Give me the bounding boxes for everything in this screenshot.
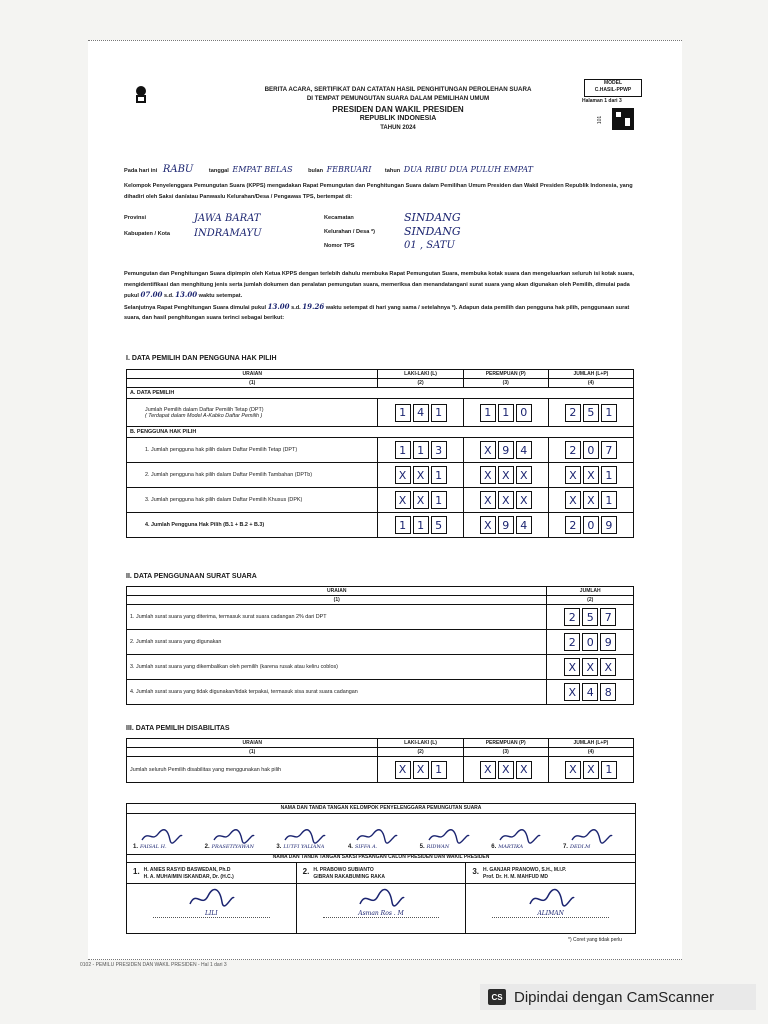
location-block xyxy=(124,213,644,257)
signature-scribble xyxy=(283,828,327,844)
s3-row-laki xyxy=(378,757,463,783)
section2-table xyxy=(126,586,634,705)
form-title-line5: TAHUN 2024 xyxy=(380,125,416,131)
kpps-signature-3 xyxy=(276,820,342,850)
intro-paragraph: Kelompok Penyelenggara Pemungutan Suara (KPPS) mengadakan Rapat Pemungutan dan Penghitungan Suara dalam Pemilihan Umum Presiden dan Wakil Presiden Republik Indonesia, yang dihadiri oleh Saksi dan/atau Panwaslu Kelurahan/Desa / Pengawas TPS, bertempat di: xyxy=(124,183,633,200)
kabupaten-label: Kabupaten / Kota xyxy=(124,231,170,237)
s1-rowB3-perempuan xyxy=(463,488,548,513)
kpps-number: 6. xyxy=(491,844,497,850)
s1-rowB2-label: 2. Jumlah pengguna hak pilih dalam Daftar Pemilih Tambahan (DPTb) xyxy=(127,463,378,488)
digit-cell: X xyxy=(565,491,581,509)
digit-cell: X xyxy=(583,761,599,779)
digit-cell: 2 xyxy=(565,441,581,459)
digit-cell: 1 xyxy=(601,761,617,779)
digit-cell: 5 xyxy=(583,404,599,422)
digit-cell: X xyxy=(516,466,532,484)
saksi-heading: NAMA DAN TANDA TANGAN SAKSI PASANGAN CALON PRESIDEN DAN WAKIL PRESIDEN xyxy=(126,853,636,863)
saksi-signature-block xyxy=(126,863,636,934)
s2-row2-label: 2. Jumlah surat suara yang digunakan xyxy=(127,630,547,655)
kpps-signature-1 xyxy=(133,820,199,850)
tanggal-label: tanggal xyxy=(208,168,229,174)
digit-cell: X xyxy=(480,441,496,459)
qr-code-icon xyxy=(612,108,634,130)
candidate-vice-president: GIBRAN RAKABUMING RAKA xyxy=(313,874,386,880)
waktu-label: waktu setempat. xyxy=(198,293,243,299)
s2-row1-label: 1. Jumlah surat suara yang diterima, termasuk surat suara cadangan 2% dari DPT xyxy=(127,605,547,630)
saksi-signer-name: Asman Ros . M xyxy=(323,910,440,918)
s1-rowB3-jumlah xyxy=(548,488,633,513)
kpps-signature-block xyxy=(126,803,636,855)
digit-cell: 3 xyxy=(431,441,447,459)
bulan-value: FEBRUARI xyxy=(326,165,372,174)
digit-cell: 7 xyxy=(600,608,616,626)
s3-idx4: (4) xyxy=(548,748,633,757)
s3-col-laki: LAKI-LAKI (L) xyxy=(378,739,463,748)
digit-cell: 1 xyxy=(601,404,617,422)
s3-idx1: (1) xyxy=(127,748,378,757)
s3-col-uraian: URAIAN xyxy=(127,739,378,748)
kecamatan-label: Kecamatan xyxy=(324,215,354,221)
procedure-text-a: Pemungutan dan Penghitungan Suara dipimpin oleh Ketua KPPS dengan terlebih dahulu membuka Rapat Pemungutan Suara, membuka kotak suara dan mengeluarkan seluruh isi kotak suara, mengidentifikasi dan menghitung jenis serta jumlah dokumen dan peralatan pemungutan suara, memeriksa dan menandatangani surat suara yang akan digunakan oleh Pemilih, dimulai pada pukul xyxy=(124,271,635,299)
tps-value: 01 , SATU xyxy=(404,240,455,251)
digit-cell: 0 xyxy=(583,516,599,534)
s1-idx3: (3) xyxy=(463,379,548,388)
kpps-signature-2 xyxy=(205,820,271,850)
camscanner-watermark xyxy=(480,984,756,1010)
section3-heading: III. DATA PEMILIH DISABILITAS xyxy=(126,725,230,732)
digit-cell: 1 xyxy=(601,466,617,484)
s1-rowB4-label: 4. Jumlah Pengguna Hak Pilih (B.1 + B.2 + B.3) xyxy=(127,513,378,538)
saksi-signer-name: ALIMAN xyxy=(492,910,609,918)
s1-col-uraian: URAIAN xyxy=(127,370,378,379)
digit-cell: 1 xyxy=(395,404,411,422)
section1-heading: I. DATA PEMILIH DAN PENGGUNA HAK PILIH xyxy=(126,355,277,362)
provinsi-label: Provinsi xyxy=(124,215,147,221)
s1-idx1: (1) xyxy=(127,379,378,388)
saksi-column-3 xyxy=(466,863,635,933)
digit-cell: 1 xyxy=(431,491,447,509)
saksi-number: 2. xyxy=(302,867,310,876)
digit-cell: X xyxy=(413,466,429,484)
ballot-result-form xyxy=(88,40,682,960)
s3-idx2: (2) xyxy=(378,748,463,757)
print-code: 0102 - PEMILU PRESIDEN DAN WAKIL PRESIDEN - Hal 1 dari 3 xyxy=(80,962,227,968)
digit-cell: X xyxy=(565,466,581,484)
candidate-vice-president: Prof. Dr. H. M. MAHFUD MD xyxy=(483,874,549,880)
tps-label: Nomor TPS xyxy=(324,243,355,249)
s2-row1-value xyxy=(547,605,634,630)
digit-cell: X xyxy=(564,683,580,701)
digit-cell: 9 xyxy=(600,633,616,651)
candidate-president: H. PRABOWO SUBIANTO xyxy=(313,867,374,873)
digit-cell: X xyxy=(480,516,496,534)
candidate-president: H. ANIES RASYID BASWEDAN, Ph.D xyxy=(143,867,231,873)
s1-rowB2-jumlah xyxy=(548,463,633,488)
model-label: MODEL xyxy=(603,80,623,86)
s3-idx3: (3) xyxy=(463,748,548,757)
digit-cell: 2 xyxy=(564,633,580,651)
kpps-member-name: LUTFI YALIANA xyxy=(283,844,325,850)
digit-cell: 0 xyxy=(583,441,599,459)
digit-cell: 1 xyxy=(431,404,447,422)
digit-cell: X xyxy=(564,658,580,676)
signature-scribble xyxy=(570,828,614,844)
s1-col-perempuan: PEREMPUAN (P) xyxy=(463,370,548,379)
s2-row4-label: 4. Jumlah surat suara yang tidak digunakan/tidak terpakai, termasuk sisa surat suara cadangan xyxy=(127,680,547,705)
s1-rowB1-label: 1. Jumlah pengguna hak pilih dalam Daftar Pemilih Tetap (DPT) xyxy=(127,438,378,463)
digit-cell: X xyxy=(582,658,598,676)
candidate-president: H. GANJAR PRANOWO, S.H., M.I.P. xyxy=(483,867,567,873)
tanggal-value: EMPAT BELAS xyxy=(232,165,293,174)
tahun-label: tahun xyxy=(384,168,401,174)
form-title-line3: PRESIDEN DAN WAKIL PRESIDEN xyxy=(332,105,464,114)
digit-cell: 4 xyxy=(516,441,532,459)
sd-label-1: s.d. xyxy=(163,293,174,299)
procedure-text-c: waktu setempat di hari yang sama / setelahnya *). Adapun data pemilih dan pengguna hak pilih, penggunaan surat suara, dan hasil penghitungan suara terinci sebagai berikut: xyxy=(124,304,630,321)
digit-cell: 5 xyxy=(582,608,598,626)
digit-cell: 0 xyxy=(582,633,598,651)
bulan-label: bulan xyxy=(308,168,324,174)
model-code: C.HASIL-PPWP xyxy=(594,87,632,93)
kpps-signature-7 xyxy=(563,820,629,850)
kpps-number: 7. xyxy=(562,844,568,850)
s1-rowB2-perempuan xyxy=(463,463,548,488)
digit-cell: 1 xyxy=(498,404,514,422)
digit-cell: 0 xyxy=(516,404,532,422)
kpps-member-name: DEDI.M xyxy=(569,844,591,850)
digit-cell: X xyxy=(480,761,496,779)
signature-scribble xyxy=(498,828,542,844)
digit-cell: 1 xyxy=(431,466,447,484)
kpps-number: 1. xyxy=(133,844,139,850)
s2-row4-value xyxy=(547,680,634,705)
digit-cell: X xyxy=(395,466,411,484)
candidate-vice-president: H. A. MUHAIMIN ISKANDAR, Dr. (H.C.) xyxy=(143,874,234,880)
s1-rowA-jumlah xyxy=(548,399,633,427)
s1-rowA-label xyxy=(127,399,378,427)
kpps-number: 3. xyxy=(276,844,282,850)
s1-col-jumlah: JUMLAH (L+P) xyxy=(548,370,633,379)
s3-row-jumlah xyxy=(548,757,633,783)
sd-label-2: s.d. xyxy=(291,304,301,311)
saksi-number: 1. xyxy=(133,867,140,876)
kpps-member-name: PRASETIYAWAN xyxy=(211,844,254,850)
s1-rowB3-laki xyxy=(378,488,463,513)
digit-cell: 4 xyxy=(582,683,598,701)
saksi-signer-name: LILI xyxy=(153,910,270,918)
form-title-line2: DI TEMPAT PEMUNGUTAN SUARA DALAM PEMILIHAN UMUM xyxy=(306,95,490,102)
digit-cell: X xyxy=(583,466,599,484)
kpps-member-name: SIFFA A. xyxy=(354,844,378,850)
form-title-line1: BERITA ACARA, SERTIFIKAT DAN CATATAN HASIL PENGHITUNGAN PEROLEHAN SUARA xyxy=(264,86,532,93)
provinsi-value: JAWA BARAT xyxy=(194,213,261,224)
hari-value: RABU xyxy=(162,164,194,175)
digit-cell: 2 xyxy=(565,516,581,534)
model-box xyxy=(584,79,642,97)
s3-col-perempuan: PEREMPUAN (P) xyxy=(463,739,548,748)
s3-col-jumlah: JUMLAH (L+P) xyxy=(548,739,633,748)
kpps-member-name: MARTIKA xyxy=(498,844,524,850)
digit-cell: X xyxy=(413,491,429,509)
camscanner-text: Dipindai dengan CamScanner xyxy=(514,988,715,1006)
s1-rowA-perempuan xyxy=(463,399,548,427)
s1-col-laki: LAKI-LAKI (L) xyxy=(378,370,463,379)
kpps-signature-5 xyxy=(420,820,486,850)
kpps-member-name: FAISAL H. xyxy=(140,844,167,850)
digit-cell: X xyxy=(498,491,514,509)
digit-cell: 1 xyxy=(395,516,411,534)
s1-rowB1-laki xyxy=(378,438,463,463)
s2-col-jumlah: JUMLAH xyxy=(547,587,634,596)
digit-cell: 1 xyxy=(413,441,429,459)
digit-cell: X xyxy=(413,761,429,779)
digit-cell: X xyxy=(516,491,532,509)
kpps-number: 4. xyxy=(347,844,353,850)
kpps-signature-row xyxy=(127,814,635,850)
digit-cell: 1 xyxy=(480,404,496,422)
digit-cell: 4 xyxy=(413,404,429,422)
digit-cell: X xyxy=(480,466,496,484)
s1-subA: A. DATA PEMILIH xyxy=(127,388,634,399)
footnote: *) Coret yang tidak perlu xyxy=(568,937,622,943)
digit-cell: 1 xyxy=(431,761,447,779)
form-title-line4: REPUBLIK INDONESIA xyxy=(359,115,437,122)
s3-row-perempuan xyxy=(463,757,548,783)
intro-line xyxy=(124,165,644,177)
digit-cell: X xyxy=(498,466,514,484)
digit-cell: 8 xyxy=(600,683,616,701)
s1-rowA-note: ( Terdapat dalam Model A-Kabko Daftar Pemilih ) xyxy=(145,412,263,419)
s1-rowB2-laki xyxy=(378,463,463,488)
section2-heading: II. DATA PENGGUNAAN SURAT SUARA xyxy=(126,573,257,580)
s2-col-uraian: URAIAN xyxy=(127,587,547,596)
s2-row3-value xyxy=(547,655,634,680)
kpps-heading: NAMA DAN TANDA TANGAN KELOMPOK PENYELENGGARA PEMUNGUTAN SUARA xyxy=(127,804,635,814)
page-info: Halaman 1 dari 3 xyxy=(582,98,622,104)
kpps-number: 2. xyxy=(204,844,210,850)
digit-cell: X xyxy=(395,761,411,779)
digit-cell: 1 xyxy=(601,491,617,509)
digit-cell: X xyxy=(583,491,599,509)
kelurahan-label: Kelurahan / Desa *) xyxy=(324,229,375,235)
signature-scribble xyxy=(427,828,471,844)
s1-subB: B. PENGGUNA HAK PILIH xyxy=(127,427,634,438)
s1-idx4: (4) xyxy=(548,379,633,388)
digit-cell: 2 xyxy=(564,608,580,626)
kpu-logo-icon xyxy=(134,85,148,105)
digit-cell: 1 xyxy=(413,516,429,534)
digit-cell: 9 xyxy=(498,441,514,459)
digit-cell: X xyxy=(565,761,581,779)
s2-row3-label: 3. Jumlah surat suara yang dikembalikan oleh pemilih (karena rusak atau keliru coblos) xyxy=(127,655,547,680)
digit-cell: X xyxy=(600,658,616,676)
signature-scribble xyxy=(355,828,399,844)
tahun-value: DUA RIBU DUA PULUH EMPAT xyxy=(403,165,534,174)
s1-rowB4-jumlah xyxy=(548,513,633,538)
digit-cell: 9 xyxy=(601,516,617,534)
saksi-signature-scribble xyxy=(186,888,236,910)
kpps-signature-4 xyxy=(348,820,414,850)
section3-table xyxy=(126,738,634,783)
s2-idx2: (2) xyxy=(547,596,634,605)
digit-cell: 5 xyxy=(431,516,447,534)
s1-rowB4-laki xyxy=(378,513,463,538)
digit-cell: X xyxy=(395,491,411,509)
s1-rowA-laki xyxy=(378,399,463,427)
s2-row2-value xyxy=(547,630,634,655)
kecamatan-value: SINDANG xyxy=(404,211,461,224)
procedure-text-b: Selanjutnya Rapat Penghitungan Suara dimulai pukul xyxy=(124,304,267,311)
digit-cell: 2 xyxy=(565,404,581,422)
s1-rowB4-perempuan xyxy=(463,513,548,538)
start-time: 07.00 xyxy=(140,290,163,299)
end-time: 13.00 xyxy=(175,290,198,299)
digit-cell: X xyxy=(498,761,514,779)
saksi-signature-scribble xyxy=(526,888,576,910)
signature-scribble xyxy=(212,828,256,844)
pada-hari-label: Pada hari ini xyxy=(124,168,158,174)
digit-cell: 4 xyxy=(516,516,532,534)
s1-rowB1-perempuan xyxy=(463,438,548,463)
saksi-number: 3. xyxy=(472,867,480,876)
s1-rowB1-jumlah xyxy=(548,438,633,463)
digit-cell: X xyxy=(516,761,532,779)
count-end: 19.26 xyxy=(302,301,325,311)
s2-idx1: (1) xyxy=(127,596,547,605)
digit-cell: X xyxy=(480,491,496,509)
saksi-column-2 xyxy=(297,863,467,933)
count-start: 13.00 xyxy=(267,301,290,311)
s1-rowB3-label: 3. Jumlah pengguna hak pilih dalam Daftar Pemilih Khusus (DPK) xyxy=(127,488,378,513)
camscanner-icon: CS xyxy=(488,989,506,1005)
digit-cell: 7 xyxy=(601,441,617,459)
section1-table xyxy=(126,369,634,538)
s1-idx2: (2) xyxy=(378,379,463,388)
saksi-column-1 xyxy=(127,863,297,933)
kabupaten-value: INDRAMAYU xyxy=(194,228,262,239)
digit-cell: 9 xyxy=(498,516,514,534)
procedure-paragraph xyxy=(124,269,644,324)
digit-cell: 1 xyxy=(395,441,411,459)
code-number: 101 xyxy=(597,115,604,125)
kpps-member-name: RIDWAN xyxy=(426,844,450,850)
kpps-number: 5. xyxy=(419,844,425,850)
kelurahan-value: SINDANG xyxy=(404,225,461,238)
kpps-signature-6 xyxy=(491,820,557,850)
signature-scribble xyxy=(140,828,184,844)
s1-rowA-text: Jumlah Pemilih dalam Daftar Pemilih Tetap (DPT) xyxy=(145,406,264,413)
saksi-signature-scribble xyxy=(356,888,406,910)
s3-row-label: Jumlah seluruh Pemilih disabilitas yang menggunakan hak pilih xyxy=(127,757,378,783)
